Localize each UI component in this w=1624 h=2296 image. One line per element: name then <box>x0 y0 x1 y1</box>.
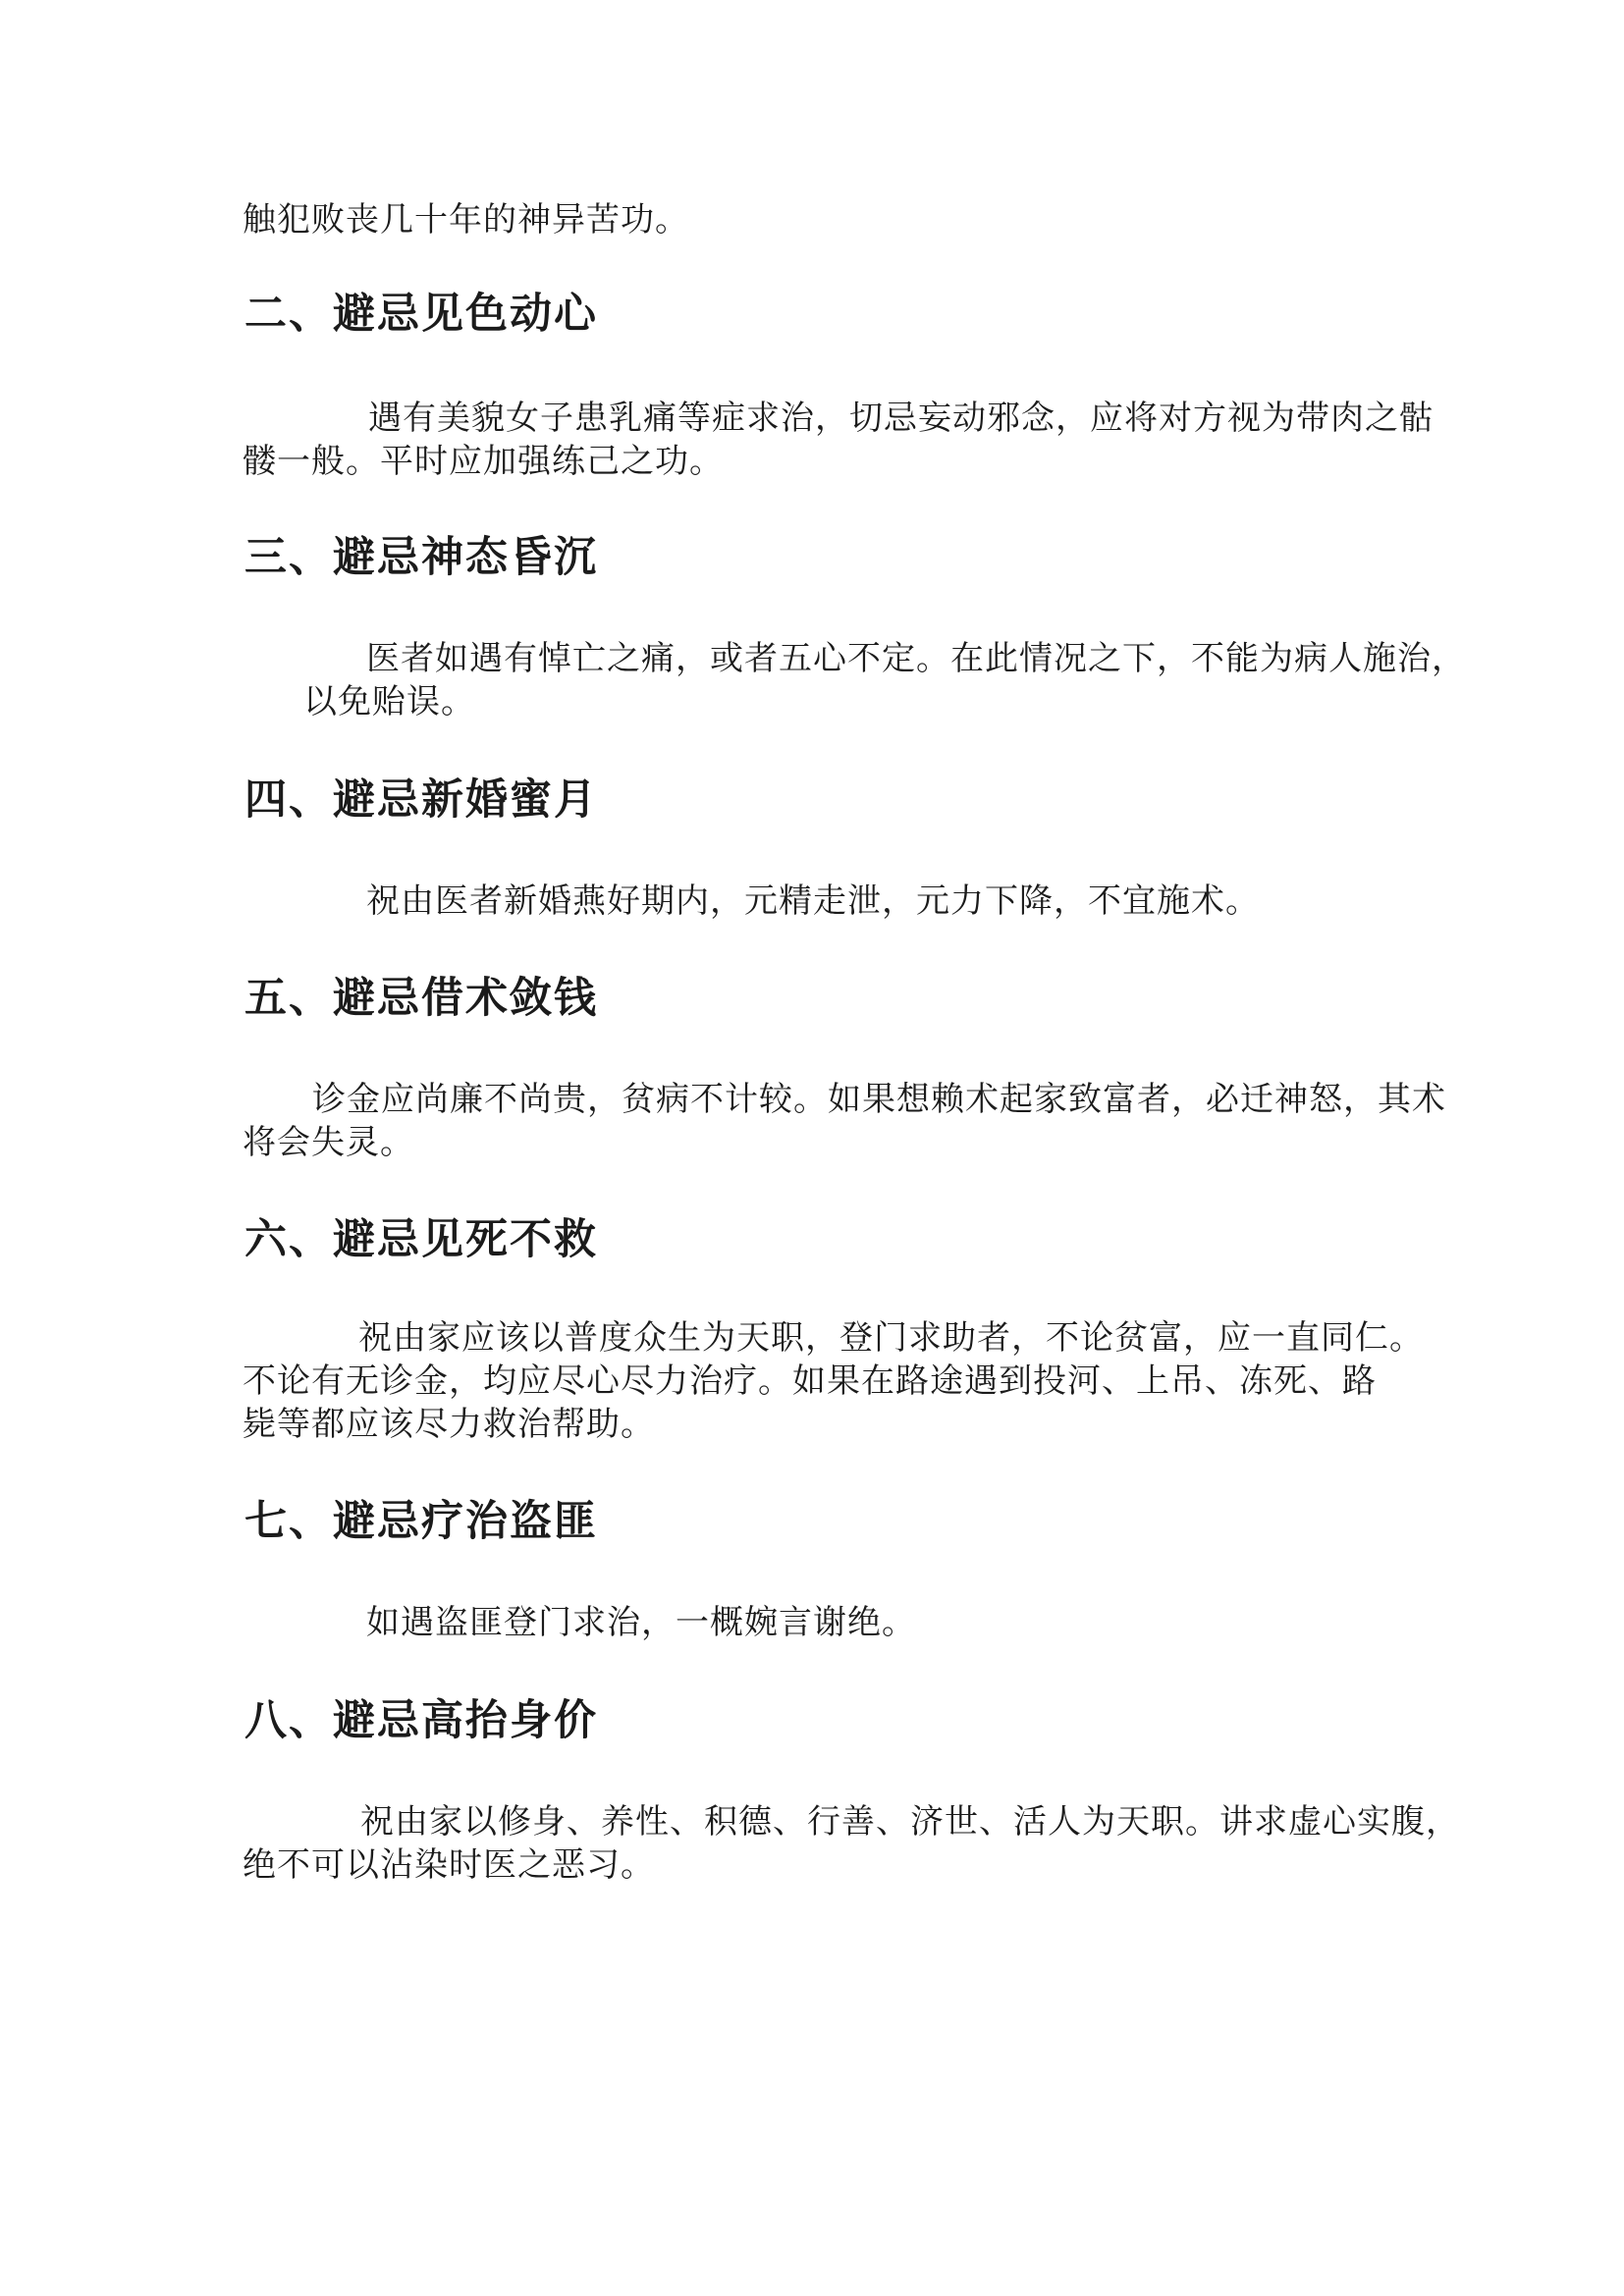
paragraph-line: 髅一般。平时应加强练己之功。 <box>243 444 724 480</box>
section-paragraph-3 <box>243 638 1466 724</box>
paragraph-line: 以免贻误。 <box>303 684 475 721</box>
paragraph-line: 如遇盗匪登门求治，一概婉言谢绝。 <box>366 1605 916 1641</box>
section-paragraph-8 <box>243 1801 1460 1888</box>
intro-paragraph <box>243 199 1431 242</box>
section-heading-4: 四、避忌新婚蜜月 <box>244 777 598 824</box>
section-heading-2: 二、避忌见色动心 <box>244 292 598 338</box>
paragraph-line: 不论有无诊金，均应尽心尽力治疗。如果在路途遇到投河、上吊、冻死、路 <box>243 1363 1377 1400</box>
paragraph-line: 祝由医者新婚燕好期内，元精走泄，元力下降，不宜施术。 <box>366 883 1260 920</box>
paragraph-line: 将会失灵。 <box>243 1125 414 1161</box>
section-heading-6: 六、避忌见死不救 <box>244 1217 598 1263</box>
paragraph-line: 绝不可以沾染时医之恶习。 <box>243 1847 655 1884</box>
section-paragraph-5 <box>243 1079 1446 1165</box>
paragraph-line: 触犯败丧几十年的神异苦功。 <box>243 202 689 239</box>
section-paragraph-4 <box>243 881 1431 924</box>
section-heading-3: 三、避忌神态昏沉 <box>244 535 598 581</box>
paragraph-line: 祝由家应该以普度众生为天职，登门求助者，不论贫富，应一直同仁。 <box>358 1320 1424 1357</box>
paragraph-line: 遇有美貌女子患乳痛等症求治，切忌妄动邪念，应将对方视为带肉之骷 <box>368 400 1434 437</box>
paragraph-line: 祝由家以修身、养性、积德、行善、济世、活人为天职。讲求虚心实腹， <box>360 1804 1460 1841</box>
section-heading-8: 八、避忌高抬身价 <box>244 1698 598 1744</box>
section-paragraph-6 <box>243 1317 1431 1447</box>
paragraph-line: 诊金应尚廉不尚贵，贫病不计较。如果想赖术起家致富者，必迁神怒，其术 <box>312 1082 1446 1118</box>
paragraph-line: 毙等都应该尽力救治帮助。 <box>243 1407 655 1443</box>
section-paragraph-7 <box>243 1602 1431 1645</box>
section-heading-7: 七、避忌疗治盗匪 <box>244 1499 598 1545</box>
section-paragraph-2 <box>243 398 1434 484</box>
section-heading-5: 五、避忌借术敛钱 <box>244 976 598 1022</box>
paragraph-line: 医者如遇有悼亡之痛，或者五心不定。在此情况之下，不能为病人施治， <box>366 641 1466 677</box>
